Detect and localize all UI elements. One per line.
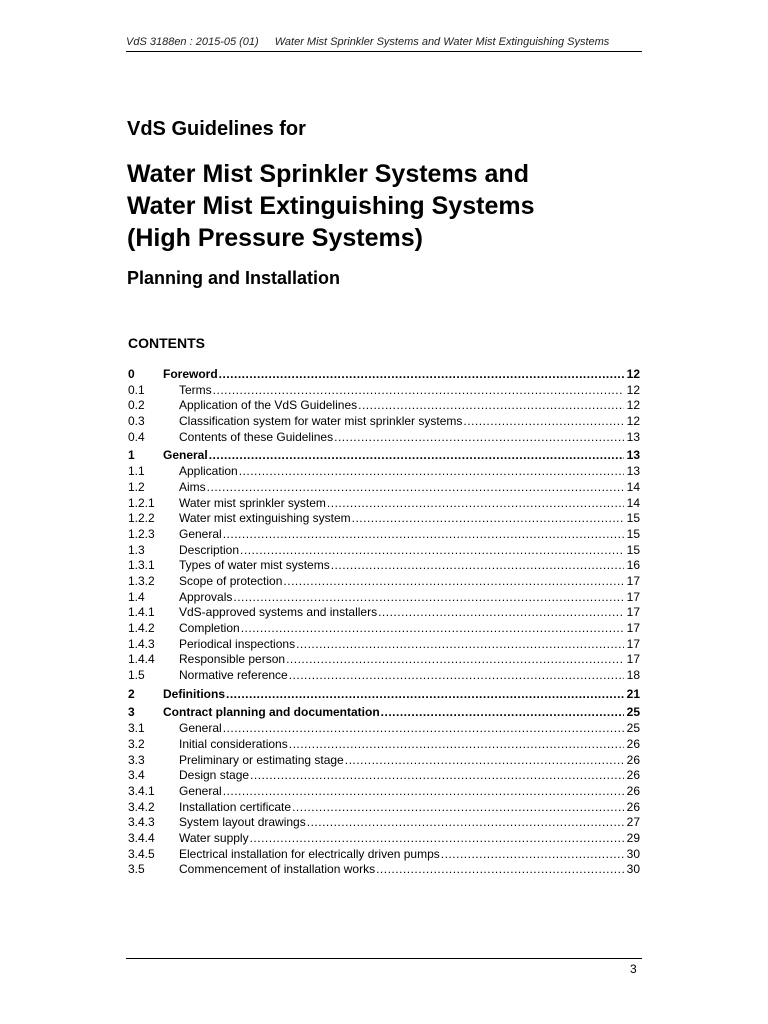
toc-entry-title: Periodical inspections [179, 636, 296, 651]
toc-entry-page: 13 [626, 429, 640, 444]
toc-entry[interactable] [128, 605, 640, 621]
toc-entry-page: 17 [626, 589, 640, 604]
toc-entry-page: 13 [626, 464, 640, 479]
toc-dot-leader [286, 652, 624, 668]
toc-entry-number: 1 [128, 448, 135, 463]
toc-entry-number: 1.2.2 [128, 511, 155, 526]
toc-entry-page: 17 [626, 636, 640, 651]
toc-entry-number: 0 [128, 367, 135, 381]
toc-entry-title: Types of water mist systems [179, 558, 330, 573]
toc-entry-number: 2 [128, 686, 135, 701]
toc-dot-leader [219, 367, 624, 383]
toc-entry[interactable] [128, 398, 640, 414]
toc-entry[interactable] [128, 383, 640, 399]
toc-chapter-entry[interactable] [128, 367, 640, 383]
toc-entry-page: 26 [626, 736, 640, 751]
toc-dot-leader [441, 847, 624, 863]
toc-entry-page: 15 [626, 542, 640, 557]
toc-entry-number: 1.4.1 [128, 605, 155, 620]
toc-entry-title: Commencement of installation works [179, 862, 376, 877]
toc-entry-page: 26 [626, 783, 640, 798]
toc-dot-leader [283, 574, 623, 590]
toc-dot-leader [289, 668, 624, 684]
toc-entry-page: 12 [626, 414, 640, 429]
toc-entry-page: 12 [626, 398, 640, 413]
toc-entry-title: Definitions [163, 686, 225, 701]
toc-entry-page: 26 [626, 799, 640, 814]
toc-entry-number: 3.4.1 [128, 783, 155, 798]
toc-entry-number: 1.2.1 [128, 495, 155, 510]
toc-chapter-entry[interactable] [128, 687, 640, 703]
toc-dot-leader [331, 558, 624, 574]
toc-entry-page: 26 [626, 768, 640, 783]
toc-dot-leader [223, 527, 624, 543]
toc-dot-leader [292, 800, 624, 816]
toc-entry-title: Installation certificate [179, 799, 292, 814]
toc-entry-number: 1.3.1 [128, 558, 155, 573]
toc-entry[interactable] [128, 527, 640, 543]
toc-entry-page: 17 [626, 605, 640, 620]
toc-entry-number: 3.1 [128, 721, 145, 736]
toc-entry-page: 30 [626, 862, 640, 877]
toc-entry-title: Description [179, 542, 240, 557]
toc-dot-leader [358, 398, 624, 414]
toc-entry[interactable] [128, 574, 640, 590]
toc-dot-leader [209, 448, 624, 464]
toc-dot-leader [213, 383, 624, 399]
running-header [126, 36, 642, 52]
toc-dot-leader [207, 480, 624, 496]
toc-entry-number: 1.1 [128, 464, 145, 479]
toc-dot-leader [223, 784, 624, 800]
pre-title: VdS Guidelines for [127, 118, 306, 140]
toc-entry[interactable] [128, 800, 640, 816]
toc-entry[interactable] [128, 464, 640, 480]
toc-entry[interactable] [128, 753, 640, 769]
main-title-line: (High Pressure Systems) [127, 224, 423, 252]
toc-entry-title: Water mist sprinkler system [179, 495, 326, 510]
toc-entry-title: Contents of these Guidelines [179, 429, 334, 444]
toc-dot-leader [352, 511, 624, 527]
page-number: 3 [630, 962, 637, 976]
toc-dot-leader [345, 753, 624, 769]
toc-entry[interactable] [128, 815, 640, 831]
toc-entry-title: Approvals [179, 589, 233, 604]
toc-dot-leader [307, 815, 624, 831]
toc-entry-number: 1.4.3 [128, 636, 155, 651]
toc-entry-page: 14 [626, 495, 640, 510]
toc-entry[interactable] [128, 847, 640, 863]
toc-entry-title: Design stage [179, 768, 250, 783]
toc-entry-page: 15 [626, 526, 640, 541]
toc-entry-number: 3.2 [128, 736, 145, 751]
toc-dot-leader [241, 621, 624, 637]
toc-entry-number: 1.3.2 [128, 573, 155, 588]
toc-entry-page: 17 [626, 621, 640, 635]
toc-dot-leader [327, 496, 624, 512]
toc-entry-title: Application [179, 464, 238, 479]
toc-entry-title: VdS-approved systems and installers [179, 605, 378, 620]
toc-dot-leader [223, 721, 624, 737]
toc-entry-number: 0.4 [128, 429, 145, 444]
toc-entry-page: 25 [626, 721, 640, 736]
toc-entry-number: 3.4 [128, 768, 145, 783]
toc-entry-page: 17 [626, 652, 640, 667]
toc-entry-number: 0.3 [128, 414, 145, 429]
toc-entry-title: Normative reference [179, 668, 288, 683]
toc-entry-title: Foreword [163, 367, 218, 381]
toc-entry-page: 12 [626, 382, 640, 397]
toc-entry-title: General [179, 721, 222, 736]
toc-entry[interactable] [128, 862, 640, 878]
toc-entry[interactable] [128, 668, 640, 684]
toc-entry[interactable] [128, 621, 640, 637]
toc-entry-title: Classification system for water mist sprinkler systems [179, 414, 463, 429]
toc-entry-page: 26 [626, 752, 640, 767]
toc-entry-number: 1.4.4 [128, 652, 155, 667]
toc-entry-page: 17 [626, 573, 640, 588]
toc-chapter-entry[interactable] [128, 448, 640, 464]
toc-entry-title: General [179, 783, 222, 798]
toc-entry-number: 1.4 [128, 589, 145, 604]
toc-dot-leader [250, 831, 624, 847]
toc-entry-title: General [163, 448, 208, 463]
table-of-contents [128, 367, 640, 878]
toc-dot-leader [381, 705, 624, 721]
toc-entry-title: Responsible person [179, 652, 286, 667]
toc-entry-title: Completion [179, 621, 240, 635]
toc-entry-number: 3.4.2 [128, 799, 155, 814]
toc-chapter-entry[interactable] [128, 705, 640, 721]
toc-entry[interactable] [128, 430, 640, 446]
toc-entry-number: 0.2 [128, 398, 145, 413]
toc-dot-leader [378, 605, 624, 621]
toc-entry-page: 30 [626, 846, 640, 861]
toc-dot-leader [376, 862, 624, 878]
toc-entry-page: 18 [626, 668, 640, 683]
toc-entry[interactable] [128, 590, 640, 606]
toc-dot-leader [334, 430, 624, 446]
main-title [127, 158, 534, 254]
document-title: Water Mist Sprinkler Systems and Water Mist Extinguishing Systems [274, 36, 610, 48]
toc-entry-page: 15 [626, 511, 640, 526]
toc-entry[interactable] [128, 652, 640, 668]
toc-entry-title: Scope of protection [179, 573, 283, 588]
toc-entry-number: 3.4.3 [128, 815, 155, 830]
toc-dot-leader [226, 687, 624, 703]
toc-entry[interactable] [128, 784, 640, 800]
toc-entry-page: 29 [626, 830, 640, 845]
toc-dot-leader [289, 737, 624, 753]
main-title-line: Water Mist Extinguishing Systems [127, 192, 535, 220]
toc-entry[interactable] [128, 543, 640, 559]
toc-entry[interactable] [128, 721, 640, 737]
toc-entry-title: Water mist extinguishing system [179, 511, 351, 526]
document-id: VdS 3188en : 2015-05 (01) [126, 36, 259, 48]
toc-dot-leader [233, 590, 623, 606]
toc-entry-title: Terms [179, 382, 212, 397]
toc-dot-leader [239, 464, 624, 480]
toc-entry-title: Electrical installation for electrically driven pumps [179, 846, 440, 861]
toc-entry-number: 1.3 [128, 542, 145, 557]
toc-entry-title: Contract planning and documentation [163, 705, 380, 720]
toc-entry-page: 25 [626, 705, 640, 720]
toc-entry-number: 3.4.4 [128, 830, 155, 845]
toc-entry-page: 13 [626, 448, 640, 463]
toc-entry-title: Aims [179, 479, 206, 494]
toc-entry-page: 21 [626, 686, 640, 701]
toc-entry-title: Application of the VdS Guidelines [179, 398, 358, 413]
toc-entry-number: 3.4.5 [128, 846, 155, 861]
contents-heading: CONTENTS [128, 335, 205, 351]
toc-entry-title: Preliminary or estimating stage [179, 752, 344, 767]
toc-dot-leader [296, 637, 624, 653]
toc-entry[interactable] [128, 496, 640, 512]
toc-dot-leader [463, 414, 623, 430]
toc-entry-number: 1.5 [128, 668, 145, 683]
toc-entry-page: 12 [626, 367, 640, 381]
toc-entry-number: 3.5 [128, 862, 145, 877]
toc-dot-leader [240, 543, 624, 559]
toc-entry[interactable] [128, 511, 640, 527]
toc-entry[interactable] [128, 558, 640, 574]
toc-entry[interactable] [128, 480, 640, 496]
toc-entry[interactable] [128, 414, 640, 430]
toc-entry-title: Initial considerations [179, 736, 288, 751]
toc-dot-leader [250, 768, 624, 784]
toc-entry-title: Water supply [179, 830, 249, 845]
toc-entry-number: 1.4.2 [128, 621, 155, 635]
toc-entry-number: 3 [128, 705, 135, 720]
toc-entry[interactable] [128, 831, 640, 847]
toc-entry-number: 1.2 [128, 479, 145, 494]
toc-entry-page: 14 [626, 479, 640, 494]
toc-entry[interactable] [128, 768, 640, 784]
toc-entry[interactable] [128, 637, 640, 653]
toc-entry-title: System layout drawings [179, 815, 306, 830]
subtitle: Planning and Installation [127, 268, 341, 288]
footer-rule [126, 958, 642, 959]
main-title-line: Water Mist Sprinkler Systems and [127, 160, 529, 188]
toc-entry-number: 0.1 [128, 382, 145, 397]
toc-entry-page: 16 [626, 558, 640, 573]
toc-entry-number: 1.2.3 [128, 526, 155, 541]
toc-entry-number: 3.3 [128, 752, 145, 767]
toc-entry-page: 27 [626, 815, 640, 830]
toc-entry[interactable] [128, 737, 640, 753]
toc-entry-title: General [179, 526, 222, 541]
